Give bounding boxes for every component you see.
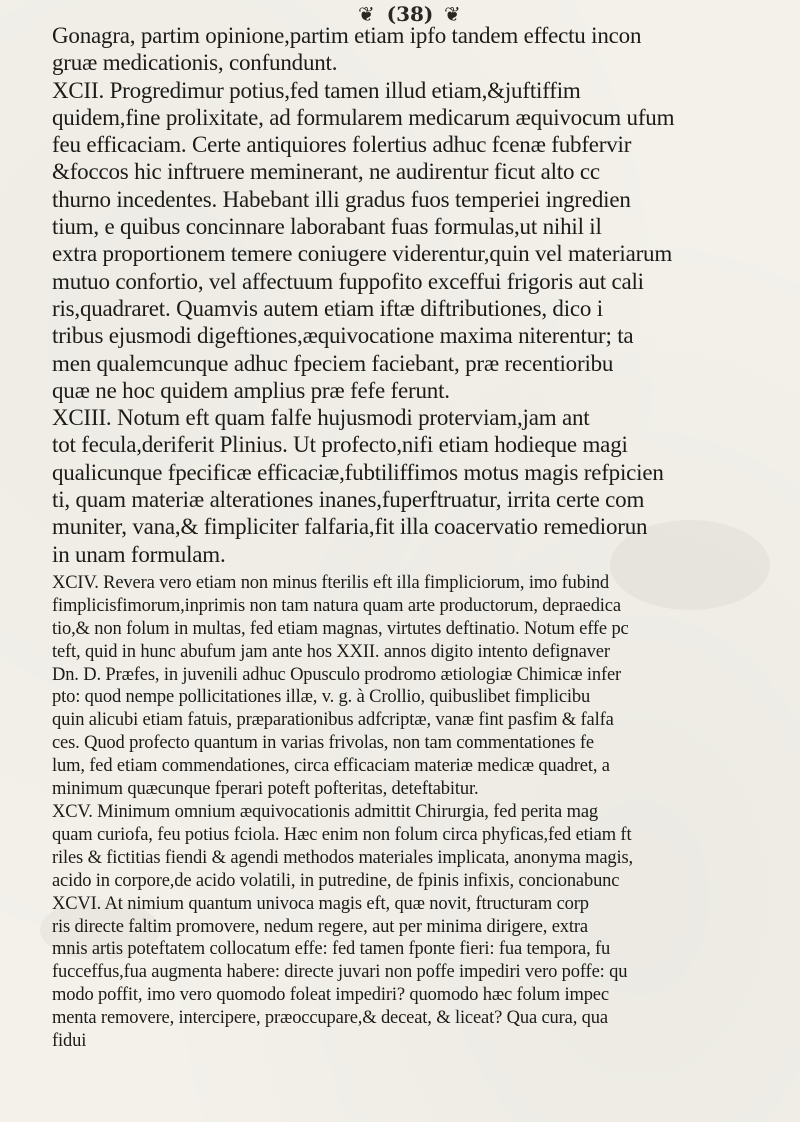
- page-number: (38): [386, 2, 434, 26]
- text-line: quam curiofa, feu potius fciola. Hæc enim non folum circa phyficas,fed etiam ft: [52, 824, 632, 845]
- text-line: XCIV. Revera vero etiam non minus fterilis eft illa fimpliciorum, imo fubind: [52, 572, 610, 593]
- text-line: teft, quid in hunc abufum jam ante hos XXII. annos digito intento defignaver: [52, 641, 610, 662]
- text-line: menta removere, intercipere, præoccupare,& deceat, & liceat? Qua cura, qua: [52, 1008, 608, 1029]
- text-line: ti, quam materiæ alterationes inanes,fuperftruatur, irrita certe com: [52, 487, 645, 513]
- text-line: tio,& non folum in multas, fed etiam magnas, virtutes deftinatio. Notum effe pc: [52, 618, 629, 639]
- text-line: Dn. D. Præfes, in juvenili adhuc Opusculo prodromo ætiologiæ Chimicæ infer: [52, 664, 622, 685]
- text-line: fimplicisfimorum,inprimis non tam natura quam arte productorum, depraedica: [52, 595, 621, 616]
- text-line: qualicunque fpecificæ efficaciæ,fubtiliffimos motus magis refpicien: [52, 459, 664, 485]
- text-line: thurno incedentes. Habebant illi gradus fuos temperiei ingredien: [52, 186, 631, 212]
- text-line: mnis artis poteftatem collocatum effe: fed tamen fponte fieri: fua tempora, fu: [52, 939, 611, 960]
- text-line: muniter, vana,& fimpliciter falfaria,fit illa coacervatio remediorun: [52, 514, 648, 540]
- text-line: XCV. Minimum omnium æquivocationis admittit Chirurgia, fed perita mag: [52, 802, 598, 822]
- text-line: feu efficaciam. Certe antiquiores folertius adhuc fcenæ fubfervir: [52, 132, 632, 158]
- text-line: lum, fed etiam commendationes, circa efficaciam materiæ medicæ quadret, a: [52, 756, 610, 777]
- small-type-section: [52, 572, 788, 1053]
- text-line: tium, e quibus concinnare laborabant fuas formulas,ut nihil il: [52, 214, 602, 240]
- text-line: fucceffus,fua augmenta habere: directe juvari non poffe impediri vero poffe: qu: [52, 962, 628, 983]
- text-line: Gonagra, partim opinione,partim etiam ipfo tandem effectu incon: [52, 23, 642, 48]
- text-line: quin alicubi etiam fatuis, præparationibus adfcriptæ, vanæ fint pasfim & falfa: [52, 710, 614, 731]
- text-line: extra proportionem temere coniugere viderentur,quin vel materiarum: [52, 241, 673, 267]
- text-line: pto: quod nempe pollicitationes illæ, v. g. à Crollio, quibuslibet fimplicibu: [52, 687, 591, 708]
- text-line: ris directe faltim promovere, nedum regere, aut per minima dirigere, extra: [52, 916, 588, 937]
- text-line: XCVI. At nimium quantum univoca magis eft, quæ novit, ftructuram corp: [52, 893, 589, 914]
- text-line: ris,quadraret. Quamvis autem etiam iftæ diftributiones, dico i: [52, 295, 603, 321]
- text-line: XCIII. Notum eft quam falfe hujusmodi proterviam,jam ant: [52, 405, 590, 431]
- text-line: mutuo confortio, vel affectuum fuppofito exceffui frigoris aut cali: [52, 268, 644, 294]
- text-line: gruæ medicationis, confundunt.: [52, 50, 338, 76]
- text-line: modo poffit, imo vero quomodo foleat impediri? quomodo hæc folum impec: [52, 985, 609, 1006]
- text-line: men qualemcunque adhuc fpeciem faciebant, præ recentioribu: [52, 350, 614, 376]
- text-line: riles & fictitias fiendi & agendi methodos materiales implicata, anonyma magis,: [52, 847, 634, 868]
- text-line: minimum quæcunque fperari poteft pofteritas, deteftabitur.: [52, 779, 479, 800]
- text-line: in unam formulam.: [52, 541, 226, 567]
- text-line: quidem,fine prolixitate, ad formularem medicarum æquivocum ufum: [52, 104, 675, 130]
- text-line: acido in corpore,de acido volatili, in putredine, de fpinis infixis, concionabunc: [52, 870, 620, 891]
- fleuron-icon: ❦: [358, 2, 375, 26]
- text-line: fidui: [52, 1031, 87, 1052]
- body-text: [52, 22, 788, 1053]
- text-line: quæ ne hoc quidem amplius præ fefe ferunt.: [52, 377, 450, 403]
- text-line: tribus ejusmodi digeftiones,æquivocatione maxima niterentur; ta: [52, 323, 634, 349]
- large-type-section: [52, 22, 788, 568]
- text-line: &foccos hic inftruere meminerant, ne audirentur ficut alto cc: [52, 159, 600, 185]
- text-line: XCII. Progredimur potius,fed tamen illud etiam,&juftiffim: [52, 77, 581, 103]
- fleuron-icon: ❦: [444, 2, 461, 26]
- text-line: ces. Quod profecto quantum in varias frivolas, non tam commentationes fe: [52, 733, 594, 754]
- text-line: tot fecula,deriferit Plinius. Ut profecto,nifi etiam hodieque magi: [52, 432, 628, 458]
